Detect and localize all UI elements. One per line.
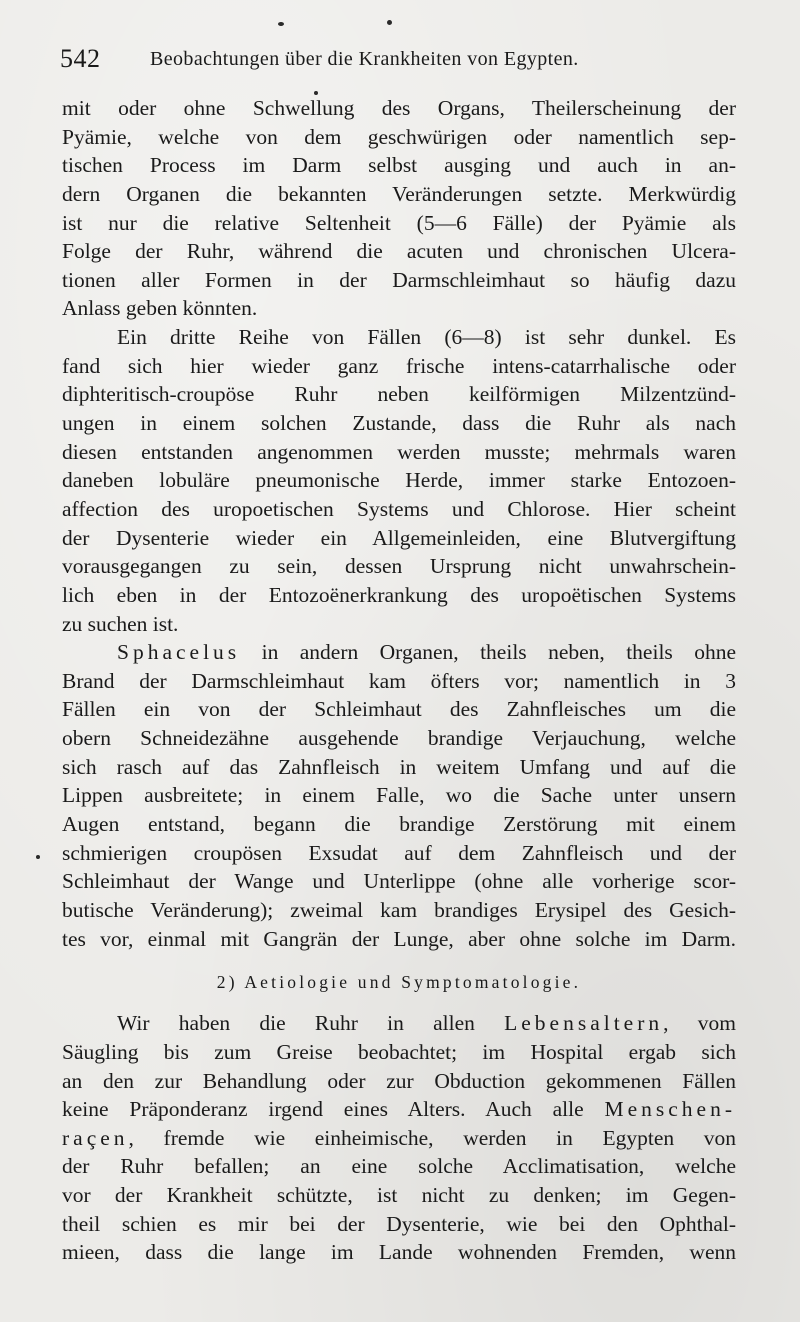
text-line: diphteritisch-croupöse Ruhr neben keilförmigen Milzentzünd-: [62, 382, 736, 407]
text-run: , fremde wie einheimische, werden in Egypten von: [128, 1125, 736, 1150]
section-heading: 2) Aetiologie und Symptomatologie.: [216, 972, 582, 993]
text-line: affection des uropoetischen Systems und Chlorose. Hier scheint: [62, 496, 736, 521]
text-line: diesen entstanden angenommen werden musste; mehrmals waren: [62, 439, 736, 464]
text-run: Wir haben die Ruhr in allen: [117, 1011, 505, 1036]
text-line: der Ruhr befallen; an eine solche Acclimatisation, welche: [62, 1154, 736, 1179]
text-line: vor der Krankheit schützte, ist nicht zu denken; im Gegen-: [62, 1183, 736, 1208]
text-line: an den zur Behandlung oder zur Obduction gekommenen Fällen: [62, 1068, 736, 1093]
text-line: Folge der Ruhr, während die acuten und chronischen Ulcera-: [62, 239, 736, 264]
text-run: in andern Organen, theils neben, theils ohne: [240, 640, 736, 665]
text-line: theil schien es mir bei der Dysenterie, wie bei den Ophthal-: [62, 1211, 736, 1236]
paragraph-3: [62, 638, 736, 953]
text-line: mit oder ohne Schwellung des Organs, Theilerscheinung der: [62, 96, 736, 120]
text-line: ist nur die relative Seltenheit (5—6 Fälle) der Pyämie als: [62, 210, 736, 235]
text-line: Ein dritte Reihe von Fällen (6—8) ist sehr dunkel. Es: [117, 325, 736, 350]
page-header: [60, 44, 740, 80]
text-line: Brand der Darmschleimhaut kam öfters vor; namentlich in 3: [62, 668, 736, 693]
text-line: fand sich hier wieder ganz frische intens-catarrhalische oder: [62, 353, 736, 378]
text-line: lich eben in der Entozoënerkrankung des uropoëtischen Systems: [62, 582, 736, 607]
running-head: Beobachtungen über die Krankheiten von Egypten.: [150, 48, 579, 70]
paragraph-2: [62, 323, 736, 638]
page-number: 542: [60, 44, 101, 73]
text-line: [62, 638, 736, 667]
ink-speck: [278, 22, 284, 26]
ink-speck: [387, 20, 392, 25]
text-line: obern Schneidezähne ausgehende brandige Verjauchung, welche: [62, 726, 736, 751]
paragraph-4: [62, 1009, 736, 1267]
ink-speck: [36, 855, 40, 859]
text-line: Pyämie, welche von dem geschwürigen oder namentlich sep-: [62, 124, 736, 149]
text-line: Fällen ein von der Schleimhaut des Zahnfleisches um die: [62, 697, 736, 722]
paragraph-1: [62, 94, 736, 323]
text-line: der Dysenterie wieder ein Allgemeinleiden, eine Blutvergiftung: [62, 525, 736, 550]
text-line: sich rasch auf das Zahnfleisch in weitem Umfang und auf die: [62, 754, 736, 779]
text-line: Anlass geben könnten.: [62, 296, 258, 321]
text-line: [62, 1095, 736, 1124]
spaced-term: Sphacelus: [117, 640, 241, 665]
text-line: Säugling bis zum Greise beobachtet; im Hospital ergab sich: [62, 1039, 736, 1064]
spaced-term: Lebensaltern: [504, 1011, 664, 1036]
spaced-term: Menschen-: [604, 1097, 736, 1122]
text-line: mieen, dass die lange im Lande wohnenden Fremden, wenn: [62, 1240, 736, 1265]
text-line: Schleimhaut der Wange und Unterlippe (ohne alle vorherige scor-: [62, 869, 736, 894]
text-run: , vom: [663, 1011, 736, 1036]
text-line: butische Veränderung); zweimal kam brandiges Erysipel des Gesich-: [62, 897, 736, 922]
text-line: tionen aller Formen in der Darmschleimhaut so häufig dazu: [62, 267, 736, 292]
text-line: dern Organen die bekannten Veränderungen setzte. Merkwürdig: [62, 181, 736, 206]
text-line: Augen entstand, begann die brandige Zerstörung mit einem: [62, 812, 736, 837]
text-line: [62, 1009, 736, 1038]
text-line: tischen Process im Darm selbst ausging und auch in an-: [62, 153, 736, 178]
text-line: tes vor, einmal mit Gangrän der Lunge, aber ohne solche im Darm.: [62, 926, 736, 951]
text-line: Lippen ausbreitete; in einem Falle, wo die Sache unter unsern: [62, 783, 736, 808]
body-text: [62, 94, 736, 1267]
text-line: [62, 1124, 736, 1153]
text-run: keine Präponderanz irgend eines Alters. Auch alle: [62, 1097, 605, 1122]
text-line: schmierigen croupösen Exsudat auf dem Zahnfleisch und der: [62, 840, 736, 865]
text-line: daneben lobuläre pneumonische Herde, immer starke Entozoen-: [62, 468, 736, 493]
text-line: ungen in einem solchen Zustande, dass die Ruhr als nach: [62, 411, 736, 436]
text-line: zu suchen ist.: [62, 611, 179, 636]
text-line: vorausgegangen zu sein, dessen Ursprung nicht unwahrschein-: [62, 554, 736, 579]
spaced-term: raçen: [62, 1125, 129, 1150]
